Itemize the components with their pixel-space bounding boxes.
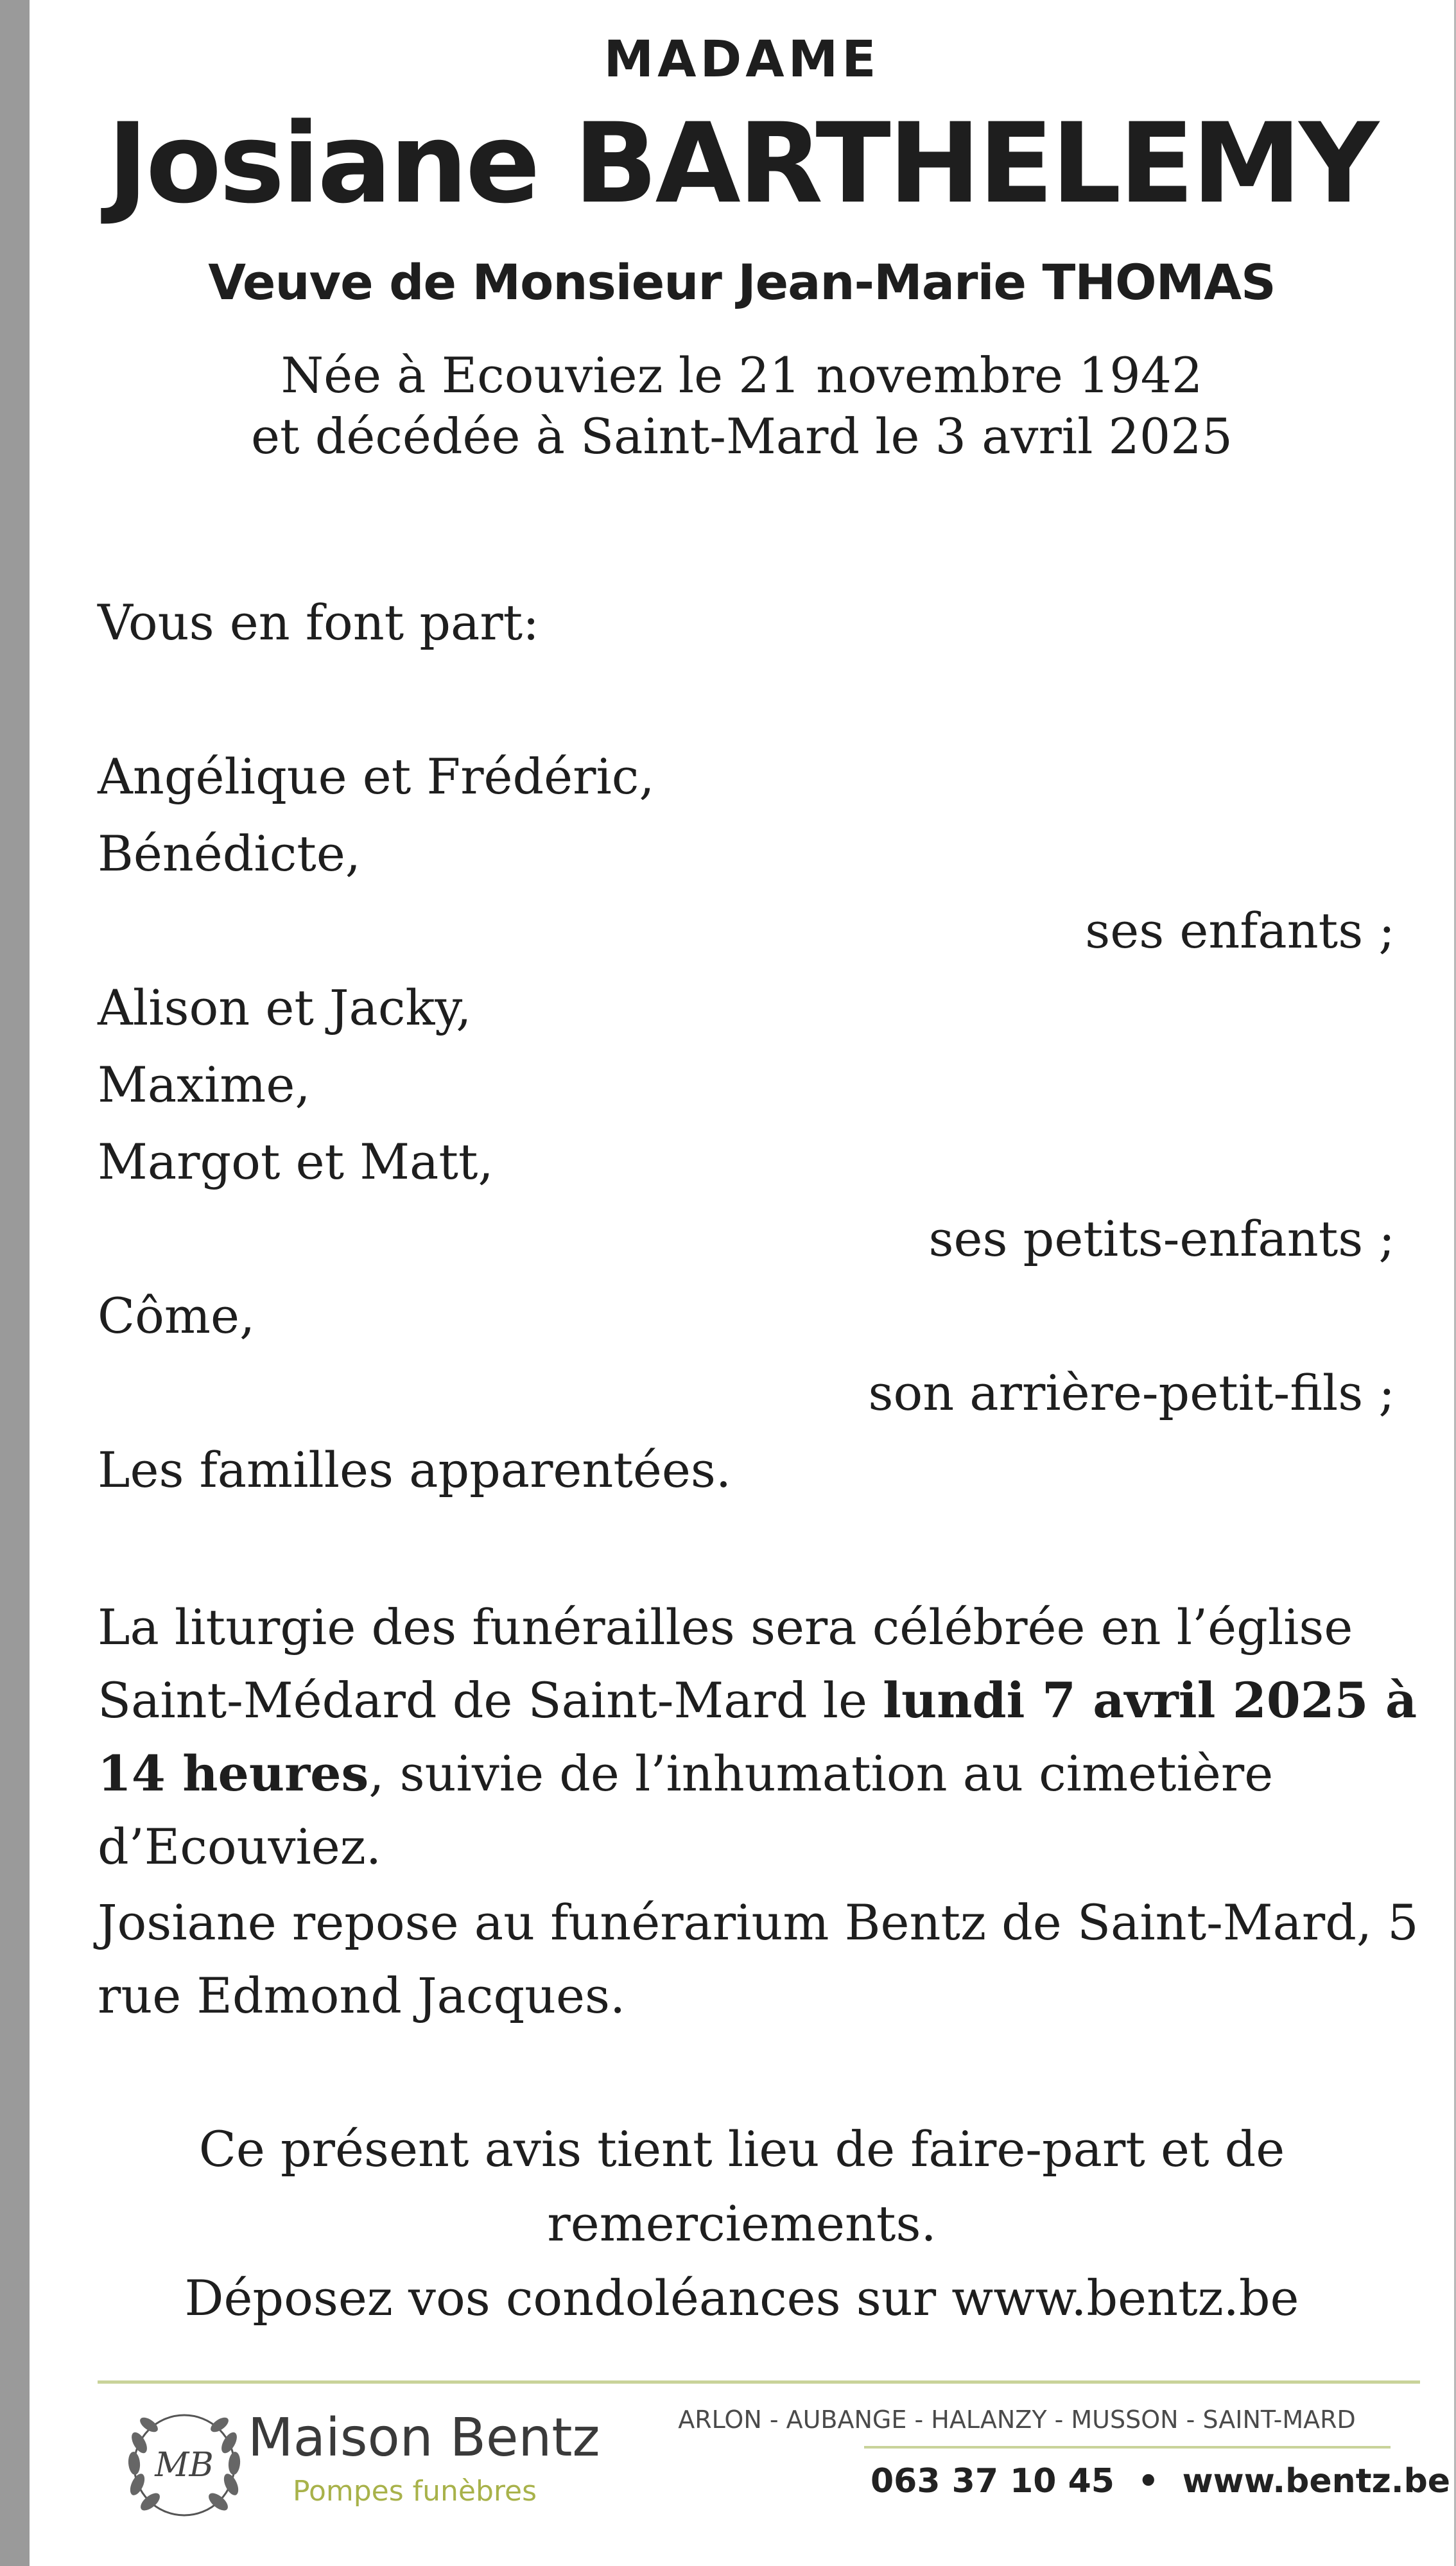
funeral-paragraph xyxy=(98,1591,1433,1884)
children-label: ses enfants ; xyxy=(1085,902,1395,959)
great-grandchild-entry: Côme, xyxy=(98,1287,256,1344)
intro-line: Vous en font part: xyxy=(98,594,539,651)
grandchild-entry: Alison et Jacky, xyxy=(98,979,472,1036)
closing-line-1: Ce présent avis tient lieu de faire-part et de xyxy=(198,2120,1285,2178)
footer-tagline: Pompes funèbres xyxy=(293,2475,537,2508)
logo-monogram: MB xyxy=(155,2446,214,2484)
funeral-text-after: , suivie de l’inhumation au cimetière d’Ecouviez. xyxy=(98,1745,1274,1875)
child-entry: Angélique et Frédéric, xyxy=(98,748,655,805)
footer-divider xyxy=(98,2380,1420,2384)
grandchild-entry: Margot et Matt, xyxy=(98,1133,494,1190)
birth-line: Née à Ecouviez le 21 novembre 1942 xyxy=(281,347,1203,404)
funeral-date: lundi 7 avril 2025 à 14 heures xyxy=(98,1672,1417,1802)
families-line: Les familles apparentées. xyxy=(98,1441,731,1498)
child-entry: Bénédicte, xyxy=(98,825,361,882)
closing-line-3: Déposez vos condoléances sur www.bentz.be xyxy=(184,2269,1299,2327)
grandchildren-label: ses petits-enfants ; xyxy=(928,1210,1395,1267)
widow-of: Veuve de Monsieur Jean-Marie THOMAS xyxy=(208,254,1276,311)
footer-separator: • xyxy=(1138,2462,1159,2501)
footer-brand: Maison Bentz xyxy=(248,2407,600,2468)
grandchild-entry: Maxime, xyxy=(98,1056,311,1113)
footer-phone: 063 37 10 45 xyxy=(871,2462,1114,2501)
closing-line-2: remerciements. xyxy=(547,2195,937,2252)
death-line: et décédée à Saint-Mard le 3 avril 2025 xyxy=(251,408,1233,465)
title-prefix: MADAME xyxy=(603,31,880,89)
footer-sub-divider xyxy=(864,2446,1391,2449)
funeral-text-before: La liturgie des funérailles sera célébrée en l’église Saint-Médard de Saint-Mard le xyxy=(98,1599,1353,1729)
obituary-notice xyxy=(30,0,1454,2566)
deceased-name: Josiane BARTHELEMY xyxy=(107,99,1377,228)
footer-contact xyxy=(871,2462,1450,2501)
footer-towns: ARLON - AUBANGE - HALANZY - MUSSON - SAINT-MARD xyxy=(678,2406,1356,2434)
great-grandchildren-label: son arrière-petit-fils ; xyxy=(868,1364,1395,1421)
footer-website[interactable]: www.bentz.be xyxy=(1182,2462,1451,2501)
rest-paragraph: Josiane repose au funérarium Bentz de Saint-Mard, 5 rue Edmond Jacques. xyxy=(98,1894,1419,2024)
laurel-logo-icon xyxy=(110,2391,258,2539)
left-margin-bar xyxy=(0,0,30,2566)
